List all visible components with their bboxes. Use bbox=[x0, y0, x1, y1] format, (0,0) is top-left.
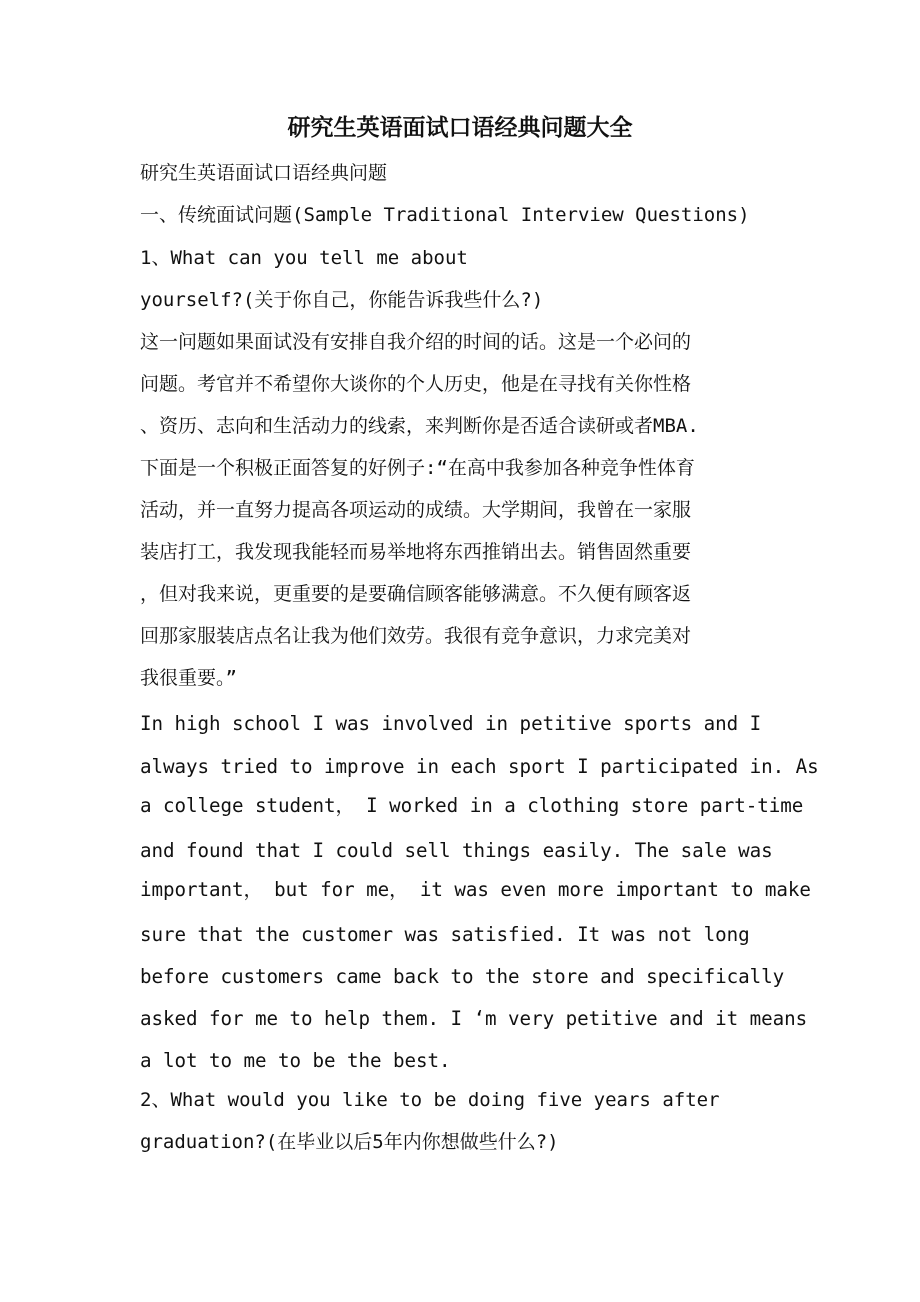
answer-line: a lot to me to be the best. bbox=[140, 1049, 451, 1072]
answer-line: In high school I was involved in petitive sports and I bbox=[140, 712, 762, 735]
question-1-line-2: yourself?(关于你自己，你能告诉我些什么?) bbox=[140, 289, 544, 311]
explanation-line: 这一问题如果面试没有安排自我介绍的时间的话。这是一个必问的 bbox=[140, 331, 692, 353]
section-heading-traditional-questions: 一、传统面试问题(Sample Traditional Interview Questions) bbox=[140, 204, 750, 226]
answer-line: asked for me to help them. I ‘m very petitive and it means bbox=[140, 1007, 808, 1030]
explanation-line: 下面是一个积极正面答复的好例子:“在高中我参加各种竞争性体育 bbox=[140, 457, 695, 479]
answer-line: and found that I could sell things easily. The sale was bbox=[140, 839, 773, 862]
explanation-line: 装店打工，我发现我能轻而易举地将东西推销出去。销售固然重要 bbox=[140, 541, 692, 563]
explanation-line: 我很重要。” bbox=[140, 667, 237, 689]
explanation-line: 回那家服装店点名让我为他们效劳。我很有竞争意识，力求完美对 bbox=[140, 625, 692, 647]
subtitle: 研究生英语面试口语经典问题 bbox=[140, 162, 388, 184]
document-title: 研究生英语面试口语经典问题大全 bbox=[287, 114, 633, 141]
answer-line: a college student， I worked in a clothing store part-time bbox=[140, 794, 804, 817]
question-1-line-1: 1、What can you tell me about bbox=[140, 247, 468, 269]
question-2-line-1: 2、What would you like to be doing five years after bbox=[140, 1089, 720, 1111]
explanation-line: 问题。考官并不希望你大谈你的个人历史，他是在寻找有关你性格 bbox=[140, 373, 692, 395]
answer-line: before customers came back to the store and specifically bbox=[140, 965, 785, 988]
explanation-line: 活动，并一直努力提高各项运动的成绩。大学期间，我曾在一家服 bbox=[140, 499, 692, 521]
question-2-line-2: graduation?(在毕业以后5年内你想做些什么?) bbox=[140, 1131, 559, 1153]
answer-line: important， but for me， it was even more important to make bbox=[140, 878, 811, 901]
explanation-line: ，但对我来说，更重要的是要确信顾客能够满意。不久便有顾客返 bbox=[140, 583, 692, 605]
answer-line: always tried to improve in each sport I participated in. As bbox=[140, 755, 819, 778]
explanation-line: 、资历、志向和生活动力的线索，来判断你是否适合读研或者MBA. bbox=[140, 415, 699, 437]
answer-line: sure that the customer was satisfied. It was not long bbox=[140, 923, 750, 946]
